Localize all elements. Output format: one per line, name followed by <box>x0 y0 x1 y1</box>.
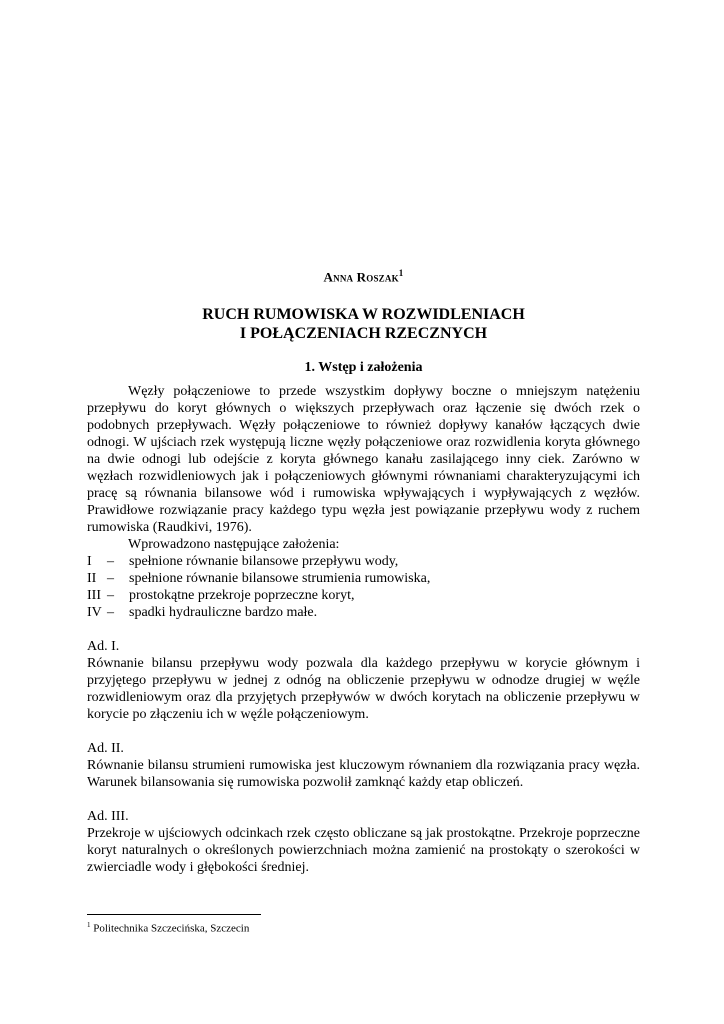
list-item-number: I <box>87 554 92 569</box>
ad-2-text: Równanie bilansu strumieni rumowiska jest kluczowym równaniem dla rozwiązania pracy węzła. Warunek bilansowania się rumowiska pozwolił zamknąć każdy etap obliczeń. <box>87 758 640 790</box>
list-item-text: spełnione równanie bilansowe przepływu wody, <box>129 554 399 569</box>
footnote <box>87 921 249 935</box>
list-item <box>87 604 640 621</box>
spacer <box>87 791 640 808</box>
intro-paragraph-2: Wprowadzono następujące założenia: <box>128 537 340 552</box>
paper-title <box>87 305 640 343</box>
list-item <box>87 570 640 587</box>
spacer <box>87 723 640 740</box>
list-item-text: spadki hydrauliczne bardzo małe. <box>129 605 318 620</box>
author-line <box>87 268 640 285</box>
title-line-1: RUCH RUMOWISKA W ROZWIDLENIACH <box>202 306 525 323</box>
list-item-number: III <box>87 588 101 603</box>
footnote-divider <box>87 914 261 915</box>
list-item <box>87 587 640 604</box>
list-item-dash: – <box>107 588 114 603</box>
section-heading: 1. Wstęp i założenia <box>304 360 423 375</box>
document-page <box>87 0 640 1024</box>
list-item-dash: – <box>107 571 114 586</box>
author-footnote-mark: 1 <box>398 268 404 278</box>
list-item-text: spełnione równanie bilansowe strumienia rumowiska, <box>129 571 431 586</box>
ad-2-label: Ad. II. <box>87 741 124 756</box>
list-item-text: prostokątne przekroje poprzeczne koryt, <box>129 588 355 603</box>
list-item <box>87 553 640 570</box>
ad-3-text: Przekroje w ujściowych odcinkach rzek często obliczane są jak prostokątne. Przekroje poprzeczne koryt naturalnych o określonych powierzchniach można zamienić na prostokąty o szerokości w zwierciadle wody i głębokości średniej. <box>87 826 640 875</box>
title-line-2: I POŁĄCZENIACH RZECZNYCH <box>239 325 488 342</box>
ad-3-label: Ad. III. <box>87 809 129 824</box>
ad-1-label: Ad. I. <box>87 639 120 654</box>
spacer <box>87 621 640 638</box>
list-item-number: IV <box>87 605 102 620</box>
intro-paragraph-1: Węzły połączeniowe to przede wszystkim dopływy boczne o mniejszym natężeniu przepływu do koryt głównych o większych przepływach oraz łączenie się dwóch rzek o podobnych przepływach. Węzły połączeniowe to również dopływy kanałów łączących dwie odnogi. W ujściach rzek występują liczne węzły połączeniowe oraz rozwidlenia koryta głównego na dwie odnogi lub odejście z koryta głównego kanału zasilającego inny ciek. Zarówno w węzłach rozwidleniowych jak i połączeniowych głównymi równaniami charakteryzującymi ich pracę są równania bilansowe wód i rumowiska wpływających i wypływających z węzłów. Prawidłowe rozwiązanie pracy każdego typu węzła jest powiązanie przepływu wody z ruchem rumowiska (Raudkivi, 1976). <box>87 384 640 535</box>
author-name: Anna Roszak <box>323 269 399 285</box>
list-item-dash: – <box>107 554 114 569</box>
body-text <box>87 383 640 876</box>
ad-1-text: Równanie bilansu przepływu wody pozwala dla każdego przepływu w korycie głównym i przyjętego przepływu w jednej z odnóg na obliczenie przepływu w odnodze drugiej w węźle rozwidleniowym oraz dla przyjętych przepływów w dwóch korytach na obliczenie przepływu w korycie po złączeniu ich w węźle połączeniowym. <box>87 656 640 722</box>
footnote-text: Politechnika Szczecińska, Szczecin <box>93 922 250 935</box>
footnote-mark: 1 <box>87 921 91 929</box>
assumptions-list <box>87 553 640 621</box>
list-item-dash: – <box>107 605 114 620</box>
list-item-number: II <box>87 571 97 586</box>
